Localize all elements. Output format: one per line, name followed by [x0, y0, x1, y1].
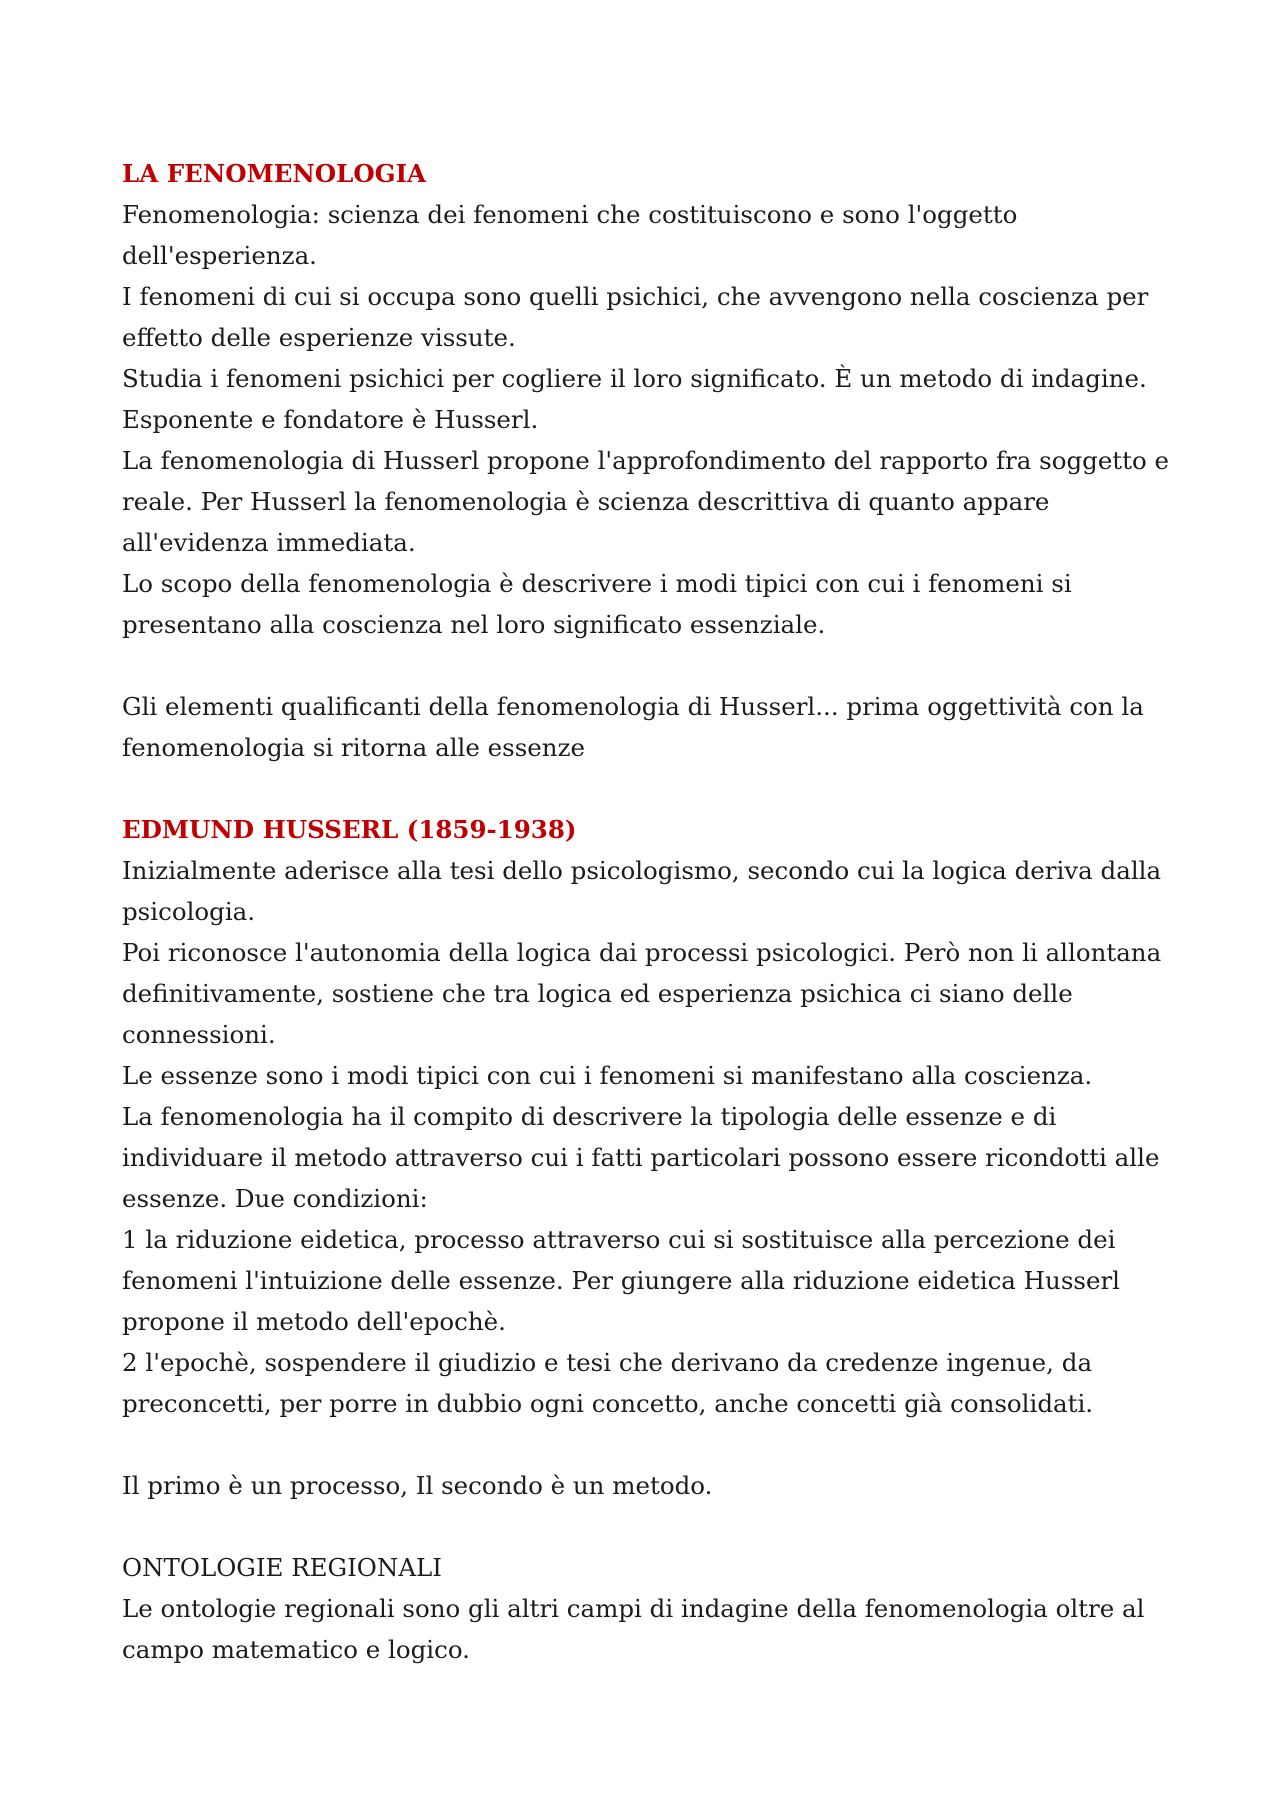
blank-line	[122, 768, 1172, 809]
blank-line	[122, 645, 1172, 686]
paragraph: Fenomenologia: scienza dei fenomeni che costituiscono e sono l'oggetto dell'esperienza.	[122, 200, 1018, 270]
paragraph: Studia i fenomeni psichici per cogliere il loro significato. È un metodo di indagine.	[122, 364, 1147, 393]
paragraph: Poi riconosce l'autonomia della logica dai processi psicologici. Però non li allontana definitivamente, sostiene che tra logica ed esperienza psichica ci siano delle connessioni.	[122, 938, 1162, 1049]
paragraph-note: Il primo è un processo, Il secondo è un metodo.	[122, 1471, 713, 1500]
blank-line	[122, 1506, 1172, 1547]
paragraph: I fenomeni di cui si occupa sono quelli psichici, che avvengono nella coscienza per effetto delle esperienze vissute.	[122, 282, 1149, 352]
blank-line	[122, 1424, 1172, 1465]
section-fenomenologia	[122, 153, 1172, 809]
section-husserl	[122, 809, 1172, 1547]
section-title-fenomenologia: LA FENOMENOLOGIA	[122, 159, 427, 188]
paragraph: La fenomenologia di Husserl propone l'approfondimento del rapporto fra soggetto e reale. Per Husserl la fenomenologia è scienza descrittiva di quanto appare all'evidenza immediata.	[122, 446, 1170, 557]
paragraph: Le ontologie regionali sono gli altri campi di indagine della fenomenologia oltre al campo matematico e logico.	[122, 1594, 1145, 1664]
paragraph-note: Gli elementi qualificanti della fenomenologia di Husserl... prima oggettività con la fenomenologia si ritorna alle essenze	[122, 692, 1144, 762]
paragraph: Esponente e fondatore è Husserl.	[122, 405, 539, 434]
section-ontologie	[122, 1547, 1172, 1670]
paragraph: Le essenze sono i modi tipici con cui i fenomeni si manifestano alla coscienza.	[122, 1061, 1093, 1090]
paragraph: Lo scopo della fenomenologia è descrivere i modi tipici con cui i fenomeni si presentano alla coscienza nel loro significato essenziale.	[122, 569, 1072, 639]
paragraph: La fenomenologia ha il compito di descrivere la tipologia delle essenze e di individuare il metodo attraverso cui i fatti particolari possono essere ricondotti alle essenze. Due condizioni:	[122, 1102, 1160, 1213]
paragraph: 2 l'epochè, sospendere il giudizio e tesi che derivano da credenze ingenue, da preconcetti, per porre in dubbio ogni concetto, anche concetti già consolidati.	[122, 1348, 1094, 1418]
paragraph: Inizialmente aderisce alla tesi dello psicologismo, secondo cui la logica deriva dalla psicologia.	[122, 856, 1162, 926]
paragraph: 1 la riduzione eidetica, processo attraverso cui si sostituisce alla percezione dei fenomeni l'intuizione delle essenze. Per giungere alla riduzione eidetica Husserl propone il metodo dell'epochè.	[122, 1225, 1121, 1336]
section-title-husserl: EDMUND HUSSERL (1859-1938)	[122, 815, 577, 844]
document-body	[122, 153, 1172, 1670]
section-title-ontologie: ONTOLOGIE REGIONALI	[122, 1553, 442, 1582]
